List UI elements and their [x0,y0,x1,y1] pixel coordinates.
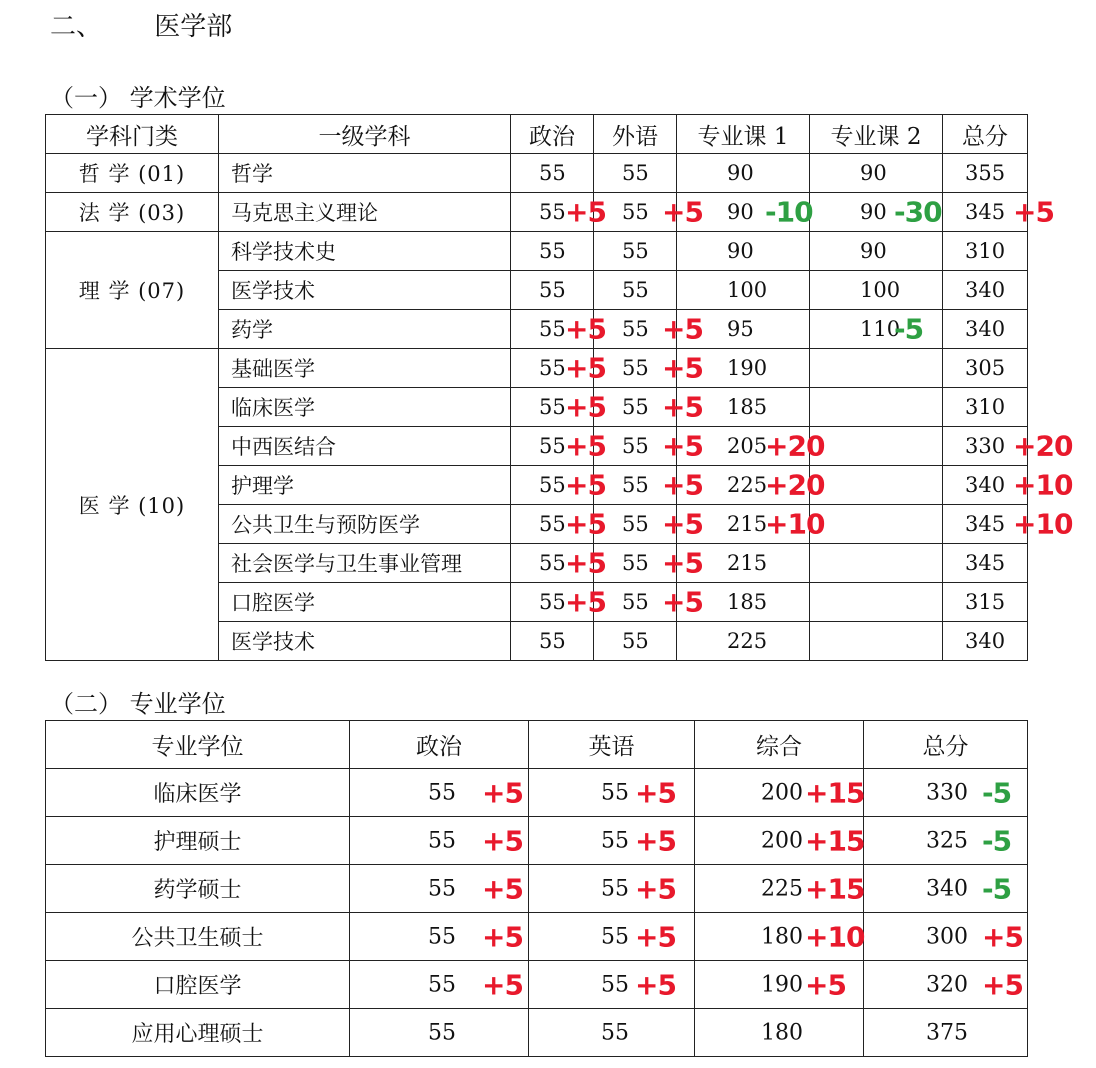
score-cell [810,427,943,466]
table-row [46,817,1028,865]
category-cell: 理 学 (07) [46,232,219,349]
table-row [46,769,1028,817]
score-adjustment: +5 [565,429,606,463]
subject-cell: 中西医结合 [219,427,511,466]
score-value: 55 [622,629,649,653]
score-adjustment: -5 [982,824,1012,857]
score-adjustment: +10 [1013,507,1073,541]
score-value: 55 [622,356,649,380]
score-cell [695,865,864,913]
score-cell [594,622,677,661]
col-header: 外语 [594,115,677,154]
score-value: 55 [622,317,649,341]
score-value: 55 [539,317,566,341]
score-adjustment: -10 [765,195,813,229]
score-cell [511,232,594,271]
score-adjustment: +5 [482,920,523,953]
score-value: 200 [761,828,803,853]
score-value: 90 [727,200,754,224]
score-adjustment: +15 [805,824,865,857]
score-cell [864,769,1028,817]
subject-cell: 医学技术 [219,271,511,310]
heading-title: 医学部 [154,12,233,42]
score-value: 55 [539,200,566,224]
score-adjustment: +5 [565,390,606,424]
score-value: 345 [965,200,1006,224]
score-cell [529,961,695,1009]
heading-number: 二、 [50,12,103,42]
score-cell [864,961,1028,1009]
score-value: 325 [926,828,968,853]
score-cell [677,388,810,427]
score-value: 330 [965,434,1006,458]
score-adjustment: +10 [1013,468,1073,502]
score-cell [695,913,864,961]
score-cell [943,583,1028,622]
score-value: 190 [761,972,803,997]
score-cell [810,349,943,388]
score-cell [810,505,943,544]
subject-cell: 护理学 [219,466,511,505]
score-cell [943,232,1028,271]
score-adjustment: +5 [662,585,703,619]
score-cell [677,232,810,271]
score-adjustment: +5 [635,920,676,953]
table-row [46,913,1028,961]
subject-cell: 公共卫生与预防医学 [219,505,511,544]
subject-cell: 马克思主义理论 [219,193,511,232]
score-cell [810,310,943,349]
score-value: 180 [761,924,803,949]
score-adjustment: +20 [765,468,825,502]
score-cell [511,388,606,427]
score-cell [677,310,810,349]
score-value: 55 [428,876,456,901]
score-value: 185 [727,590,768,614]
score-value: 215 [727,512,768,536]
score-cell [677,505,825,544]
score-value: 320 [926,972,968,997]
score-value: 55 [539,278,566,302]
score-cell [594,154,677,193]
score-value: 310 [965,239,1006,263]
score-value: 340 [926,876,968,901]
score-value: 100 [727,278,768,302]
score-value: 200 [761,780,803,805]
col-header: 一级学科 [219,115,511,154]
score-adjustment: -5 [894,312,924,346]
degree-cell: 护理硕士 [46,817,350,865]
score-value: 90 [860,200,887,224]
table-row [46,154,1028,193]
degree-cell: 口腔医学 [46,961,350,1009]
score-value: 375 [926,1020,968,1045]
section1-title: （一） 学术学位 [50,84,226,112]
table-header-row [46,115,1028,154]
score-cell [810,466,943,505]
table-row [46,1009,1028,1057]
score-cell [594,427,703,466]
score-value: 55 [539,473,566,497]
score-value: 55 [601,780,629,805]
score-cell [810,154,943,193]
score-cell [864,865,1028,913]
score-value: 310 [965,395,1006,419]
score-value: 55 [539,161,566,185]
score-value: 55 [601,828,629,853]
score-cell [695,817,864,865]
col-header: 学科门类 [46,115,219,154]
score-adjustment: +5 [482,776,523,809]
score-cell [511,349,606,388]
score-value: 55 [539,629,566,653]
score-cell [943,388,1028,427]
table-row [46,961,1028,1009]
col-header: 总分 [864,721,1028,769]
score-adjustment: +5 [982,968,1023,1001]
table-row [46,865,1028,913]
score-adjustment: +5 [662,351,703,385]
score-value: 340 [965,629,1006,653]
score-cell [529,769,695,817]
score-cell [810,388,943,427]
page-heading [50,6,232,43]
score-cell [511,466,606,505]
score-cell [594,544,703,583]
score-value: 180 [761,1020,803,1045]
score-adjustment: +5 [565,468,606,502]
score-adjustment: +5 [565,585,606,619]
score-value: 100 [860,278,901,302]
degree-cell: 公共卫生硕士 [46,913,350,961]
score-value: 90 [860,239,887,263]
score-cell [677,466,825,505]
score-adjustment: +5 [635,776,676,809]
score-cell [511,505,606,544]
score-value: 55 [601,972,629,997]
score-cell [943,505,1073,544]
score-cell [350,769,529,817]
score-adjustment: +15 [805,776,865,809]
score-value: 55 [539,434,566,458]
score-adjustment: +5 [565,351,606,385]
score-cell [810,232,943,271]
score-cell [677,622,810,661]
score-cell [943,544,1028,583]
score-cell [943,622,1028,661]
subject-cell: 医学技术 [219,622,511,661]
subject-cell: 临床医学 [219,388,511,427]
professional-degree-table [45,720,1028,1057]
score-cell [695,1009,864,1057]
score-adjustment: +5 [482,968,523,1001]
table-row [46,193,1028,232]
col-header: 专业课 2 [810,115,943,154]
score-value: 55 [622,161,649,185]
score-cell [511,544,606,583]
score-cell [511,622,594,661]
score-cell [943,466,1073,505]
score-value: 90 [860,161,887,185]
score-value: 55 [601,876,629,901]
score-cell [943,193,1054,232]
score-value: 55 [539,395,566,419]
subject-cell: 哲学 [219,154,511,193]
score-cell [677,427,825,466]
score-adjustment: +5 [635,824,676,857]
score-value: 55 [601,924,629,949]
score-value: 55 [622,200,649,224]
score-value: 205 [727,434,768,458]
subject-cell: 社会医学与卫生事业管理 [219,544,511,583]
score-adjustment: +5 [1013,195,1054,229]
score-value: 315 [965,590,1006,614]
score-value: 55 [428,972,456,997]
score-value: 345 [965,551,1006,575]
score-value: 55 [622,434,649,458]
score-adjustment: +5 [482,872,523,905]
score-adjustment: +5 [662,546,703,580]
score-cell [350,961,529,1009]
score-value: 55 [428,1020,456,1045]
score-adjustment: +5 [565,312,606,346]
score-value: 330 [926,780,968,805]
score-adjustment: -30 [894,195,942,229]
score-cell [810,271,943,310]
score-adjustment: +10 [805,920,865,953]
score-cell [695,961,864,1009]
score-value: 340 [965,473,1006,497]
score-value: 55 [601,1020,629,1045]
score-cell [943,310,1028,349]
score-value: 55 [539,551,566,575]
col-header: 专业学位 [46,721,350,769]
score-cell [594,310,703,349]
score-adjustment: +15 [805,872,865,905]
subject-cell: 口腔医学 [219,583,511,622]
score-value: 225 [727,473,768,497]
category-cell: 哲 学 (01) [46,154,219,193]
score-adjustment: +5 [482,824,523,857]
table-header-row [46,721,1028,769]
score-value: 55 [428,780,456,805]
score-value: 55 [622,512,649,536]
score-adjustment: +5 [662,390,703,424]
score-value: 300 [926,924,968,949]
degree-cell: 药学硕士 [46,865,350,913]
score-value: 340 [965,278,1006,302]
score-cell [529,1009,695,1057]
score-adjustment: +5 [565,546,606,580]
score-cell [350,865,529,913]
score-cell [677,193,813,232]
score-adjustment: +5 [662,195,703,229]
score-value: 110 [860,317,901,341]
score-cell [864,1009,1028,1057]
score-cell [943,349,1028,388]
col-header: 专业课 1 [677,115,810,154]
degree-cell: 应用心理硕士 [46,1009,350,1057]
col-header: 政治 [511,115,594,154]
score-value: 55 [622,551,649,575]
score-cell [864,913,1028,961]
score-adjustment: -5 [982,776,1012,809]
score-cell [594,232,677,271]
score-cell [864,817,1028,865]
score-cell [511,583,606,622]
score-value: 55 [428,828,456,853]
table-row [46,349,1028,388]
score-value: 55 [539,512,566,536]
score-cell [594,349,703,388]
col-header: 总分 [943,115,1028,154]
score-value: 55 [428,924,456,949]
score-value: 95 [727,317,754,341]
score-value: 55 [622,473,649,497]
score-cell [511,427,606,466]
score-value: 355 [965,161,1006,185]
score-cell [594,193,703,232]
score-cell [529,865,695,913]
section2-title: （二） 专业学位 [50,690,226,718]
score-cell [529,913,695,961]
score-adjustment: +5 [805,968,846,1001]
score-cell [810,583,943,622]
score-value: 215 [727,551,768,575]
score-adjustment: +5 [565,507,606,541]
score-adjustment: +20 [1013,429,1073,463]
score-value: 185 [727,395,768,419]
table-row [46,232,1028,271]
score-cell [677,583,810,622]
score-value: 305 [965,356,1006,380]
score-adjustment: +5 [565,195,606,229]
score-adjustment: +20 [765,429,825,463]
score-cell [677,544,810,583]
score-value: 55 [622,590,649,614]
score-cell [677,154,810,193]
score-cell [350,817,529,865]
score-cell [350,1009,529,1057]
score-cell [529,817,695,865]
score-value: 55 [622,239,649,263]
score-cell [511,310,606,349]
col-header: 英语 [529,721,695,769]
category-cell: 医 学 (10) [46,349,219,661]
score-cell [511,154,594,193]
score-cell [810,622,943,661]
score-cell [677,271,810,310]
score-cell [594,466,703,505]
col-header: 综合 [695,721,864,769]
score-adjustment: +10 [765,507,825,541]
category-cell: 法 学 (03) [46,193,219,232]
score-cell [511,193,606,232]
score-adjustment: +5 [635,872,676,905]
subject-cell: 药学 [219,310,511,349]
academic-degree-table [45,114,1073,661]
score-cell [810,544,943,583]
score-value: 90 [727,161,754,185]
score-adjustment: +5 [662,507,703,541]
score-value: 55 [622,395,649,419]
score-adjustment: +5 [635,968,676,1001]
score-cell [594,505,703,544]
score-cell [810,193,943,232]
score-value: 55 [622,278,649,302]
score-cell [594,388,703,427]
score-value: 55 [539,239,566,263]
score-cell [594,271,677,310]
score-adjustment: +5 [662,429,703,463]
score-value: 90 [727,239,754,263]
score-cell [943,271,1028,310]
subject-cell: 科学技术史 [219,232,511,271]
score-value: 340 [965,317,1006,341]
score-value: 55 [539,590,566,614]
col-header: 政治 [350,721,529,769]
subject-cell: 基础医学 [219,349,511,388]
score-adjustment: +5 [982,920,1023,953]
score-cell [695,769,864,817]
score-adjustment: +5 [662,468,703,502]
score-cell [677,349,810,388]
score-cell [594,583,703,622]
score-value: 190 [727,356,768,380]
score-value: 55 [539,356,566,380]
score-cell [350,913,529,961]
score-adjustment: -5 [982,872,1012,905]
score-cell [943,154,1028,193]
score-cell [943,427,1073,466]
score-cell [511,271,594,310]
score-adjustment: +5 [662,312,703,346]
score-value: 225 [727,629,768,653]
degree-cell: 临床医学 [46,769,350,817]
score-value: 225 [761,876,803,901]
score-value: 345 [965,512,1006,536]
